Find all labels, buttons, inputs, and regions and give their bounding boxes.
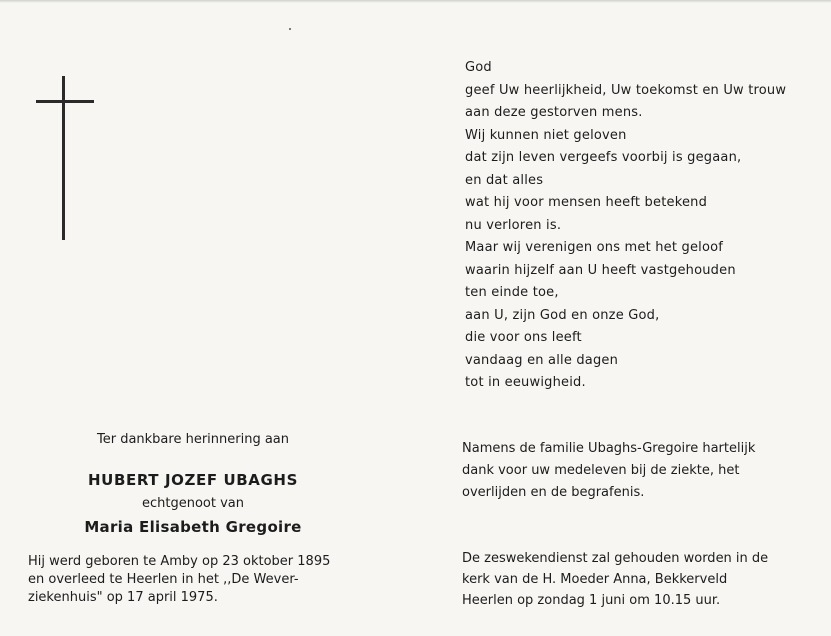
poem-line: aan deze gestorven mens. <box>465 105 643 120</box>
cross-horizontal-bar <box>36 100 94 103</box>
service-line: De zeswekendienst zal gehouden worden in de <box>462 551 769 566</box>
service-line: kerk van de H. Moeder Anna, Bekkerveld <box>462 572 728 587</box>
deceased-name: HUBERT JOZEF UBAGHS <box>88 471 298 489</box>
poem-line: Wij kunnen niet geloven <box>465 127 627 143</box>
poem-line: geef Uw heerlijkheid, Uw toekomst en Uw trouw <box>465 82 787 98</box>
family-thanks <box>462 438 802 504</box>
poem-line: God <box>465 60 492 75</box>
dust-speck <box>289 28 291 30</box>
poem-line: en dat alles <box>465 172 544 188</box>
biography <box>28 553 358 607</box>
bio-line: en overleed te Heerlen in het ,,De Wever- <box>28 572 299 587</box>
service-line: Heerlen op zondag 1 juni om 10.15 uur. <box>462 593 721 608</box>
cross-icon <box>36 76 94 240</box>
poem-line: die voor ons leeft <box>465 330 582 345</box>
memorial-service-notice <box>462 548 802 611</box>
poem-line: dat zijn leven vergeefs voorbij is gegaan, <box>465 150 742 165</box>
bio-line: ziekenhuis" op 17 april 1975. <box>28 590 218 605</box>
poem-line: aan U, zijn God en onze God, <box>465 307 660 323</box>
spouse-name: Maria Elisabeth Gregoire <box>84 518 302 536</box>
thanks-line: dank voor uw medeleven bij de ziekte, het <box>462 463 740 478</box>
poem-line: wat hij voor mensen heeft betekend <box>465 195 708 210</box>
poem-line: Maar wij verenigen ons met het geloof <box>465 240 724 255</box>
poem-line: tot in eeuwigheid. <box>465 375 586 390</box>
bio-line: Hij werd geboren te Amby op 23 oktober 1895 <box>28 554 331 569</box>
poem-line: waarin hijzelf aan U heeft vastgehouden <box>465 262 736 278</box>
poem-line: ten einde toe, <box>465 285 559 300</box>
spouse-label: echtgenoot van <box>141 496 244 511</box>
thanks-line: overlijden en de begrafenis. <box>462 485 645 500</box>
thanks-line: Namens de familie Ubaghs-Gregoire hartelijk <box>462 441 756 456</box>
scan-edge <box>0 0 831 3</box>
memorial-intro: Ter dankbare herinnering aan <box>96 432 290 447</box>
prayer-poem <box>465 57 815 395</box>
poem-line: nu verloren is. <box>465 217 562 233</box>
poem-line: vandaag en alle dagen <box>465 352 619 368</box>
